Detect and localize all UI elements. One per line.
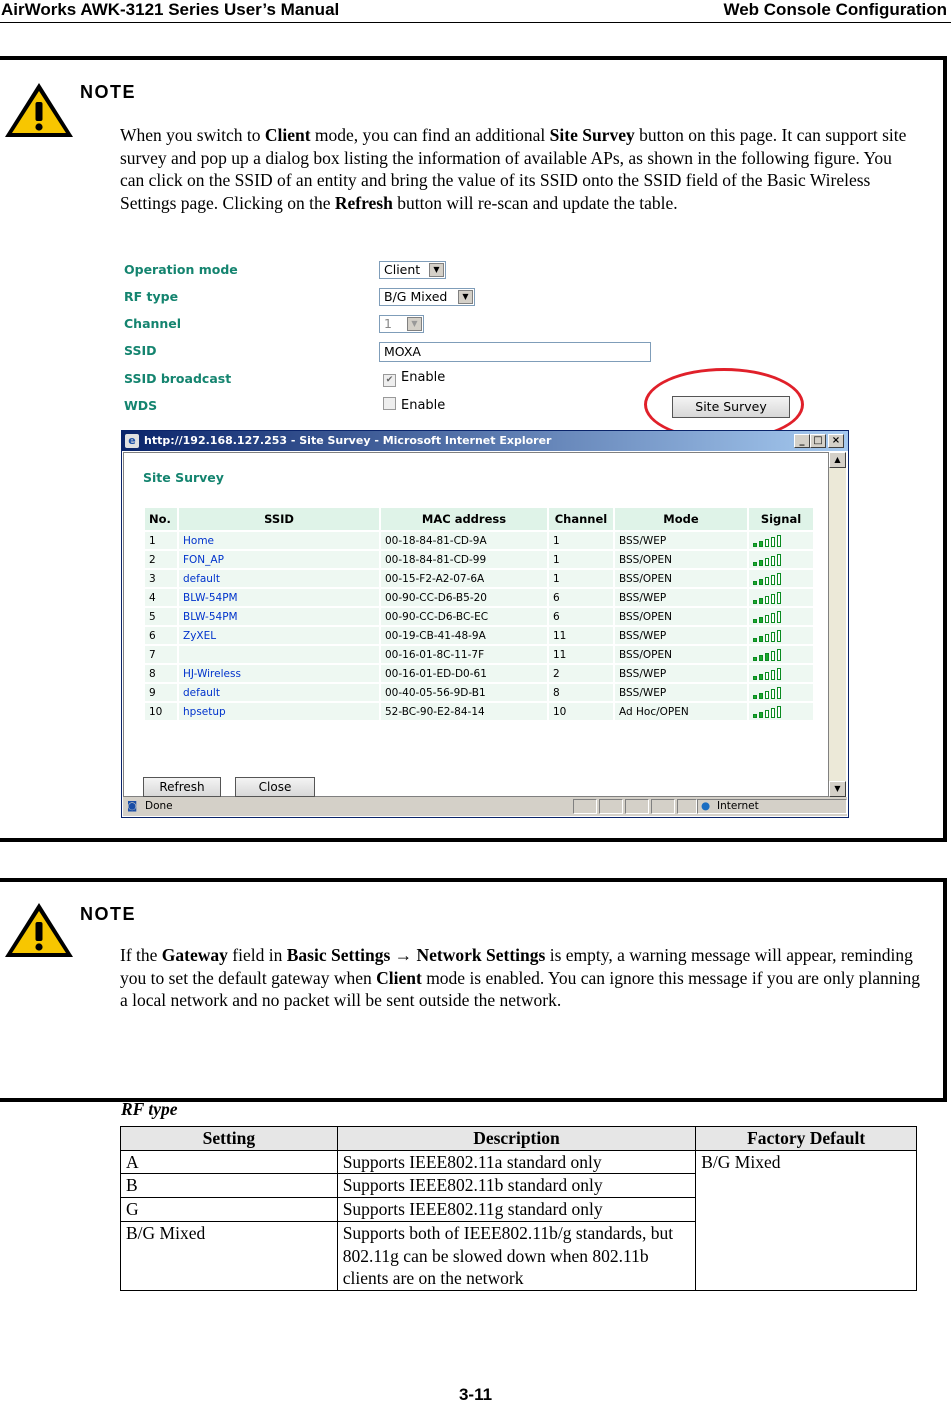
close-button[interactable]: Close [235, 777, 315, 797]
signal-cell [749, 589, 813, 606]
site-survey-heading: Site Survey [143, 470, 224, 485]
channel-cell: 1 [549, 570, 613, 587]
channel-select[interactable]: 1 ▼ [379, 315, 424, 333]
status-bar [123, 797, 847, 816]
table-row [145, 551, 813, 568]
ssid-link[interactable]: BLW-54PM [179, 589, 379, 606]
channel-cell: 6 [549, 589, 613, 606]
column-header: Channel [549, 508, 613, 530]
mac-cell: 00-18-84-81-CD-9A [381, 532, 547, 549]
table-row [145, 665, 813, 682]
wds-checkbox[interactable]: Enable [383, 397, 445, 413]
note-box [0, 56, 947, 842]
ssid-link[interactable]: ZyXEL [179, 627, 379, 644]
dropdown-arrow-icon: ▼ [458, 290, 473, 304]
ssid-link[interactable]: BLW-54PM [179, 608, 379, 625]
signal-cell [749, 665, 813, 682]
column-header: SSID [179, 508, 379, 530]
rf-type-select[interactable]: B/G Mixed ▼ [379, 288, 475, 306]
signal-strength-icon [753, 554, 783, 566]
table-row [145, 627, 813, 644]
channel-label: Channel [124, 316, 182, 331]
signal-cell [749, 608, 813, 625]
ssid-broadcast-checkbox[interactable]: ✔ Enable [383, 370, 445, 387]
note-paragraph: When you switch to Client mode, you can find an additional Site Survey button on this page. It can support site survey and pop up a dialog box listing the information of available APs, as shown in the following figure. You can click on the SSID of an entity and bring the value of its SSID onto the SSID field of the Basic Wireless Settings page. Clicking on the Refresh button will re-scan and update the table. [120, 125, 907, 214]
no-cell: 7 [145, 646, 177, 663]
table-header-row [121, 1127, 917, 1151]
no-cell: 5 [145, 608, 177, 625]
table-row [145, 684, 813, 701]
ssid-link[interactable]: HJ-Wireless [179, 665, 379, 682]
column-header: Setting [121, 1127, 338, 1151]
table-row [145, 703, 813, 720]
no-cell: 8 [145, 665, 177, 682]
signal-cell [749, 551, 813, 568]
wds-label: WDS [124, 398, 158, 413]
page-icon: ◙ [127, 800, 138, 812]
warning-icon [2, 900, 76, 960]
signal-strength-icon [753, 535, 783, 547]
table-row [145, 532, 813, 549]
table-row [145, 570, 813, 587]
channel-cell: 1 [549, 551, 613, 568]
no-cell: 2 [145, 551, 177, 568]
note-title: NOTE [80, 904, 137, 924]
mac-cell: 00-90-CC-D6-BC-EC [381, 608, 547, 625]
signal-cell [749, 703, 813, 720]
column-header: Factory Default [696, 1127, 917, 1151]
warning-icon [2, 80, 76, 140]
signal-strength-icon [753, 573, 783, 585]
signal-cell [749, 627, 813, 644]
page-header [0, 0, 951, 23]
ssid-link[interactable]: Home [179, 532, 379, 549]
scroll-down-icon[interactable]: ▼ [829, 781, 846, 797]
signal-strength-icon [753, 706, 783, 718]
ssid-link[interactable]: FON_AP [179, 551, 379, 568]
dropdown-arrow-icon: ▼ [429, 263, 444, 277]
signal-strength-icon [753, 687, 783, 699]
ssid-link[interactable]: default [179, 684, 379, 701]
no-cell: 10 [145, 703, 177, 720]
mode-cell: BSS/OPEN [615, 551, 747, 568]
ie-logo-icon: e [125, 434, 139, 448]
mac-cell: 00-16-01-ED-D0-61 [381, 665, 547, 682]
close-icon[interactable]: × [828, 434, 844, 448]
column-header: MAC address [381, 508, 547, 530]
ssid-broadcast-label: SSID broadcast [124, 371, 232, 386]
channel-cell: 1 [549, 532, 613, 549]
status-text: Done [145, 800, 173, 812]
mode-cell: BSS/OPEN [615, 608, 747, 625]
mac-cell: 00-18-84-81-CD-99 [381, 551, 547, 568]
operation-mode-label: Operation mode [124, 262, 238, 277]
no-cell: 1 [145, 532, 177, 549]
rf-type-label: RF type [124, 289, 179, 304]
signal-strength-icon [753, 592, 783, 604]
ssid-link[interactable]: hpsetup [179, 703, 379, 720]
operation-mode-select[interactable]: Client ▼ [379, 261, 446, 279]
signal-strength-icon [753, 630, 783, 642]
signal-cell [749, 570, 813, 587]
signal-cell [749, 646, 813, 663]
table-row [145, 646, 813, 663]
table-row [145, 608, 813, 625]
ssid-label: SSID [124, 343, 157, 358]
site-survey-window [121, 430, 849, 818]
channel-cell: 6 [549, 608, 613, 625]
column-header: Description [337, 1127, 696, 1151]
zone-text: Internet [717, 800, 759, 812]
signal-strength-icon [753, 649, 783, 661]
setting-cell: B [121, 1174, 338, 1198]
signal-strength-icon [753, 611, 783, 623]
ssid-link[interactable] [179, 646, 379, 663]
mac-cell: 00-40-05-56-9D-B1 [381, 684, 547, 701]
rf-type-heading: RF type [121, 1099, 178, 1119]
setting-cell: B/G Mixed [121, 1221, 338, 1290]
mac-cell: 00-16-01-8C-11-7F [381, 646, 547, 663]
table-header-row [145, 508, 813, 530]
channel-cell: 2 [549, 665, 613, 682]
rf-type-table [120, 1126, 917, 1291]
channel-cell: 8 [549, 684, 613, 701]
site-survey-button[interactable]: Site Survey [672, 396, 790, 418]
mac-cell: 52-BC-90-E2-84-14 [381, 703, 547, 720]
no-cell: 9 [145, 684, 177, 701]
table-row [121, 1150, 917, 1174]
signal-cell [749, 532, 813, 549]
no-cell: 6 [145, 627, 177, 644]
note-title: NOTE [80, 82, 137, 102]
table-row [145, 589, 813, 606]
description-cell: Supports IEEE802.11g standard only [337, 1198, 696, 1222]
dropdown-arrow-icon: ▼ [407, 317, 422, 331]
window-title: http://192.168.127.253 - Site Survey - Microsoft Internet Explorer [144, 434, 552, 447]
checkmark-icon: ✔ [383, 374, 396, 387]
window-titlebar [122, 431, 848, 451]
ssid-input[interactable]: MOXA [379, 342, 651, 362]
column-header: No. [145, 508, 177, 530]
channel-cell: 10 [549, 703, 613, 720]
channel-cell: 11 [549, 627, 613, 644]
setting-cell: G [121, 1198, 338, 1222]
mac-cell: 00-15-F2-A2-07-6A [381, 570, 547, 587]
browser-content [123, 452, 829, 797]
mode-cell: BSS/WEP [615, 627, 747, 644]
note-box [0, 878, 947, 1102]
scroll-up-icon[interactable]: ▲ [829, 452, 846, 468]
no-cell: 3 [145, 570, 177, 587]
mode-cell: Ad Hoc/OPEN [615, 703, 747, 720]
globe-icon: ● [701, 800, 711, 812]
description-cell: Supports both of IEEE802.11b/g standards, but 802.11g can be slowed down when 802.11b clients are on the network [337, 1221, 696, 1290]
mode-cell: BSS/WEP [615, 589, 747, 606]
refresh-button[interactable]: Refresh [143, 777, 221, 797]
description-cell: Supports IEEE802.11a standard only [337, 1150, 696, 1174]
section-title: Web Console Configuration [723, 0, 947, 19]
maximize-icon[interactable]: □ [810, 434, 826, 448]
page-number: 3-11 [458, 1385, 493, 1404]
vertical-scrollbar[interactable] [829, 452, 846, 797]
column-header: Mode [615, 508, 747, 530]
mode-cell: BSS/WEP [615, 532, 747, 549]
mac-cell: 00-19-CB-41-48-9A [381, 627, 547, 644]
minimize-icon[interactable]: _ [794, 434, 810, 448]
mode-cell: BSS/OPEN [615, 570, 747, 587]
no-cell: 4 [145, 589, 177, 606]
mac-cell: 00-90-CC-D6-B5-20 [381, 589, 547, 606]
manual-title: AirWorks AWK-3121 Series User’s Manual [1, 0, 340, 19]
mode-cell: BSS/WEP [615, 684, 747, 701]
setting-cell: A [121, 1150, 338, 1174]
mode-cell: BSS/WEP [615, 665, 747, 682]
signal-strength-icon [753, 668, 783, 680]
column-header: Signal [749, 508, 813, 530]
site-survey-table [143, 506, 815, 722]
mode-cell: BSS/OPEN [615, 646, 747, 663]
description-cell: Supports IEEE802.11b standard only [337, 1174, 696, 1198]
factory-default-cell: B/G Mixed [696, 1150, 917, 1290]
signal-cell [749, 684, 813, 701]
ssid-link[interactable]: default [179, 570, 379, 587]
note-paragraph: If the Gateway field in Basic Settings → Network Settings is empty, a warning message will appear, reminding you to set the default gateway when Client mode is enabled. You can ignore this message if you are only planning a local network and no packet will be sent outside the network. [120, 945, 920, 1011]
wireless-settings-form [124, 256, 824, 421]
channel-cell: 11 [549, 646, 613, 663]
